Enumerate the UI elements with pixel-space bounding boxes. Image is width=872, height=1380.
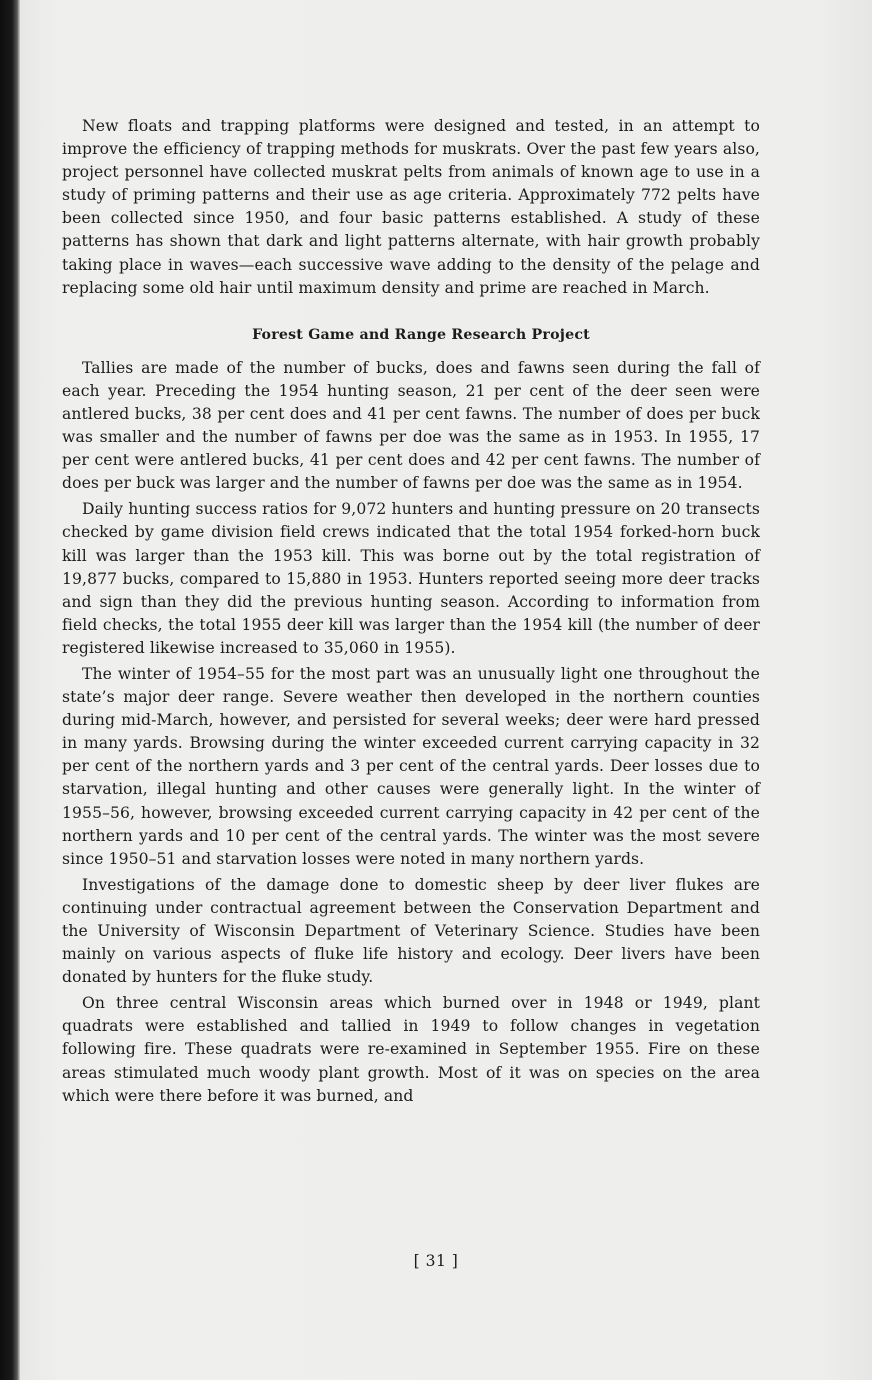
paragraph-liver-flukes: Investigations of the damage done to domestic sheep by deer liver flukes are continuing under contractual agreement between the Conservation Department and the University of Wisconsin Department of Veterinary Science. Studies have been mainly on various aspects of fluke life history and ecology. Deer livers have been donated by hunters for the fluke study. [62, 875, 760, 987]
page-number: [ 31 ] [413, 1252, 459, 1270]
paragraph-deer-tallies: Tallies are made of the number of bucks, does and fawns seen during the fall of each year. Preceding the 1954 hunting season, 21 per cent of the deer seen were antlered bucks, 38 per cent does and 41 per cent fawns. The number of does per buck was smaller and the number of fawns per doe was the same as in 1953. In 1955, 17 per cent were antlered bucks, 41 per cent does and 42 per cent fawns. The number of does per buck was larger and the number of fawns per doe was the same as in 1954. [62, 358, 760, 493]
paragraph-hunting-success: Daily hunting success ratios for 9,072 hunters and hunting pressure on 20 transects checked by game division field crews indicated that the total 1954 forked-horn buck kill was larger than the 1953 kill. This was borne out by the total registration of 19,877 bucks, compared to 15,880 in 1953. Hunters reported seeing more deer tracks and sign than they did the previous hunting season. According to information from field checks, the total 1955 deer kill was larger than the 1954 kill (the number of deer registered likewise increased to 35,060 in 1955). [62, 500, 760, 657]
paragraph-winter-browsing: The winter of 1954–55 for the most part was an unusually light one throughout the state’s major deer range. Severe weather then developed in the northern counties during mid-March, however, and persisted for several weeks; deer were hard pressed in many yards. Browsing during the winter exceeded current carrying capacity in 32 per cent of the northern yards and 3 per cent of the central yards. Deer losses due to starvation, illegal hunting and other causes were generally light. In the winter of 1955–56, however, browsing exceeded current carrying capacity in 42 per cent of the northern yards and 10 per cent of the central yards. The winter was the most severe since 1950–51 and starvation losses were noted in many northern yards. [62, 664, 760, 868]
binding-edge [0, 0, 20, 1380]
section-heading: Forest Game and Range Research Project [252, 326, 590, 343]
paragraph-burned-areas: On three central Wisconsin areas which burned over in 1948 or 1949, plant quadrats were established and tallied in 1949 to follow changes in vegetation following fire. These quadrats were re-examined in September 1955. Fire on these areas stimulated much woody plant growth. Most of it was on species on the area which were there before it was burned, and [62, 994, 760, 1105]
paragraph-muskrat-research: New floats and trapping platforms were designed and tested, in an attempt to improve the efficiency of trapping methods for muskrats. Over the past few years also, project personnel have collected muskrat pelts from animals of known age to use in a study of priming patterns and their use as age criteria. Approximately 772 pelts have been collected since 1950, and four basic patterns established. A study of these patterns has shown that dark and light patterns alternate, with hair growth probably taking place in waves—each successive wave adding to the density of the pelage and replacing some old hair until maximum density and prime are reached in March. [62, 117, 760, 297]
page-body [62, 115, 760, 1108]
